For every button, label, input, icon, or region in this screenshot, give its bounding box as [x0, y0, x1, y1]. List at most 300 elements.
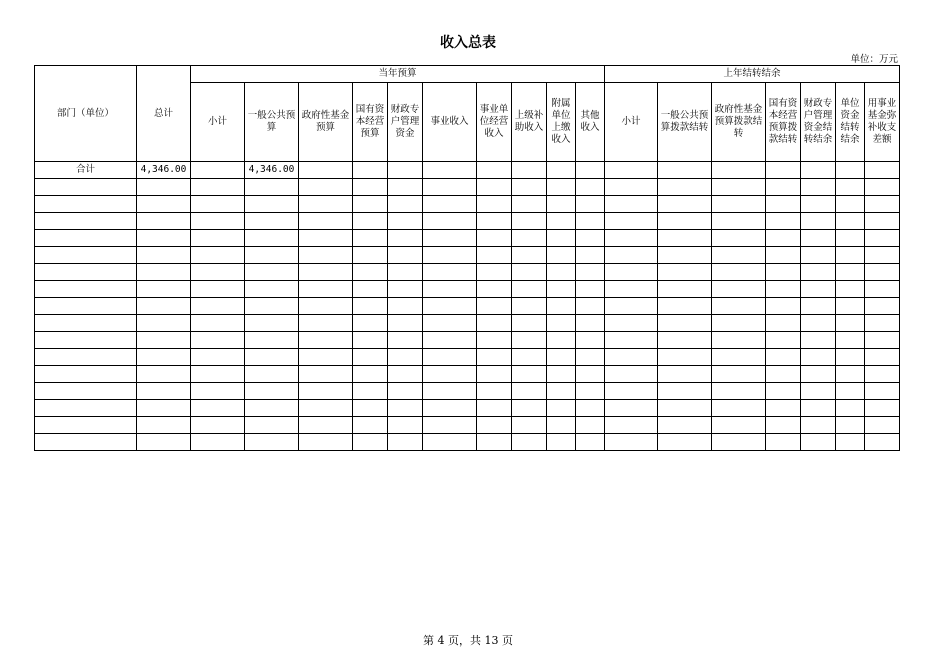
- table-cell: [423, 366, 477, 383]
- table-cell: [547, 366, 576, 383]
- table-cell: [801, 298, 836, 315]
- empty-rows: [35, 179, 900, 451]
- table-cell: [801, 196, 836, 213]
- table-cell: [353, 366, 388, 383]
- table-cell: [712, 281, 766, 298]
- header-cur-special: 财政专户管理资金: [388, 83, 423, 162]
- table-cell: [299, 196, 353, 213]
- table-cell: [353, 417, 388, 434]
- table-cell: [836, 264, 865, 281]
- total-row-label: 合计: [35, 162, 137, 179]
- table-cell: [801, 264, 836, 281]
- table-row: [35, 417, 900, 434]
- table-cell: [712, 213, 766, 230]
- table-cell: [865, 366, 900, 383]
- table-cell: [836, 434, 865, 451]
- table-cell: [865, 434, 900, 451]
- table-cell: [836, 417, 865, 434]
- table-cell: [245, 264, 299, 281]
- total-row-cur-general: 4,346.00: [245, 162, 299, 179]
- table-cell: [712, 162, 766, 179]
- table-cell: [477, 298, 512, 315]
- table-cell: [547, 332, 576, 349]
- table-cell: [423, 332, 477, 349]
- header-pri-state: 国有资本经营预算拨款结转: [766, 83, 801, 162]
- table-cell: [245, 383, 299, 400]
- table-cell: [766, 417, 801, 434]
- table-cell: [137, 298, 191, 315]
- table-cell: [423, 434, 477, 451]
- header-pri-special: 财政专户管理资金结转结余: [801, 83, 836, 162]
- table-cell: [191, 383, 245, 400]
- table-cell: [137, 315, 191, 332]
- table-cell: [299, 213, 353, 230]
- table-cell: [388, 434, 423, 451]
- table-row: [35, 196, 900, 213]
- table-cell: [658, 213, 712, 230]
- table-cell: [576, 179, 605, 196]
- table-cell: [801, 315, 836, 332]
- table-cell: [766, 434, 801, 451]
- table-cell: [512, 298, 547, 315]
- table-cell: [712, 196, 766, 213]
- table-cell: [245, 196, 299, 213]
- table-cell: [576, 298, 605, 315]
- table-cell: [137, 213, 191, 230]
- table-cell: [836, 383, 865, 400]
- table-cell: [605, 366, 658, 383]
- table-cell: [423, 247, 477, 264]
- table-cell: [299, 230, 353, 247]
- table-cell: [388, 213, 423, 230]
- table-cell: [299, 162, 353, 179]
- table-cell: [353, 281, 388, 298]
- table-cell: [137, 332, 191, 349]
- table-cell: [137, 434, 191, 451]
- table-cell: [712, 247, 766, 264]
- table-cell: [512, 179, 547, 196]
- table-cell: [35, 434, 137, 451]
- table-cell: [137, 366, 191, 383]
- table-cell: [512, 383, 547, 400]
- table-cell: [245, 298, 299, 315]
- table-cell: [299, 179, 353, 196]
- table-cell: [353, 162, 388, 179]
- table-cell: [605, 417, 658, 434]
- table-cell: [388, 315, 423, 332]
- table-cell: [191, 281, 245, 298]
- table-cell: [576, 366, 605, 383]
- header-cur-affiliated: 附属单位上缴收入: [547, 83, 576, 162]
- table-cell: [191, 213, 245, 230]
- table-cell: [299, 383, 353, 400]
- group-prior-carryover: 上年结转结余: [605, 66, 900, 83]
- table-cell: [605, 162, 658, 179]
- table-cell: [388, 179, 423, 196]
- table-cell: [658, 247, 712, 264]
- table-cell: [477, 332, 512, 349]
- table-cell: [712, 332, 766, 349]
- table-cell: [865, 281, 900, 298]
- table-cell: [712, 264, 766, 281]
- table-cell: [836, 298, 865, 315]
- table-cell: [658, 196, 712, 213]
- table-cell: [658, 264, 712, 281]
- table-cell: [766, 264, 801, 281]
- table-row: [35, 400, 900, 417]
- table-cell: [35, 281, 137, 298]
- table-cell: [388, 264, 423, 281]
- table-cell: [547, 383, 576, 400]
- table-cell: [245, 400, 299, 417]
- table-cell: [388, 332, 423, 349]
- table-cell: [137, 281, 191, 298]
- table-cell: [712, 315, 766, 332]
- table-cell: [547, 213, 576, 230]
- table-cell: [836, 213, 865, 230]
- table-cell: [512, 332, 547, 349]
- table-cell: [299, 247, 353, 264]
- table-cell: [712, 349, 766, 366]
- total-row: [35, 162, 900, 179]
- table-cell: [605, 400, 658, 417]
- table-cell: [658, 315, 712, 332]
- table-cell: [605, 281, 658, 298]
- table-cell: [865, 349, 900, 366]
- table-cell: [605, 434, 658, 451]
- table-cell: [512, 281, 547, 298]
- table-cell: [576, 281, 605, 298]
- table-cell: [605, 213, 658, 230]
- header-cur-fund: 政府性基金预算: [299, 83, 353, 162]
- table-cell: [865, 179, 900, 196]
- table-cell: [353, 383, 388, 400]
- table-cell: [388, 298, 423, 315]
- table-cell: [512, 247, 547, 264]
- header-total: 总计: [137, 66, 191, 162]
- table-cell: [353, 332, 388, 349]
- table-cell: [245, 332, 299, 349]
- table-cell: [658, 332, 712, 349]
- table-cell: [35, 383, 137, 400]
- table-cell: [865, 230, 900, 247]
- table-cell: [477, 366, 512, 383]
- table-cell: [245, 281, 299, 298]
- table-cell: [245, 315, 299, 332]
- table-cell: [477, 417, 512, 434]
- table-cell: [712, 417, 766, 434]
- header-cur-other: 其他收入: [576, 83, 605, 162]
- table-cell: [191, 434, 245, 451]
- table-cell: [766, 196, 801, 213]
- table-cell: [35, 349, 137, 366]
- table-cell: [605, 332, 658, 349]
- table-cell: [836, 281, 865, 298]
- table-cell: [353, 230, 388, 247]
- table-cell: [245, 349, 299, 366]
- table-cell: [423, 196, 477, 213]
- table-cell: [576, 213, 605, 230]
- table-cell: [512, 417, 547, 434]
- table-cell: [658, 281, 712, 298]
- table-cell: [766, 162, 801, 179]
- table-cell: [477, 315, 512, 332]
- table-cell: [658, 162, 712, 179]
- table-cell: [766, 349, 801, 366]
- table-cell: [423, 417, 477, 434]
- table-cell: [547, 247, 576, 264]
- table-cell: [766, 281, 801, 298]
- table-cell: [547, 298, 576, 315]
- table-cell: [576, 315, 605, 332]
- table-cell: [801, 366, 836, 383]
- table-cell: [388, 281, 423, 298]
- table-row: [35, 179, 900, 196]
- table-cell: [658, 179, 712, 196]
- table-cell: [137, 349, 191, 366]
- table-cell: [245, 230, 299, 247]
- table-cell: [512, 230, 547, 247]
- table-cell: [658, 400, 712, 417]
- table-cell: [477, 196, 512, 213]
- table-cell: [547, 179, 576, 196]
- table-cell: [191, 366, 245, 383]
- table-cell: [576, 332, 605, 349]
- table-cell: [388, 400, 423, 417]
- table-cell: [191, 332, 245, 349]
- table-cell: [353, 179, 388, 196]
- table-cell: [423, 264, 477, 281]
- table-cell: [576, 196, 605, 213]
- table-cell: [191, 298, 245, 315]
- table-cell: [191, 162, 245, 179]
- table-cell: [712, 230, 766, 247]
- table-cell: [801, 349, 836, 366]
- table-cell: [423, 179, 477, 196]
- table-cell: [353, 298, 388, 315]
- table-cell: [801, 434, 836, 451]
- table-cell: [865, 400, 900, 417]
- table-cell: [477, 230, 512, 247]
- table-row: [35, 349, 900, 366]
- table-cell: [766, 298, 801, 315]
- table-cell: [865, 315, 900, 332]
- table-cell: [576, 264, 605, 281]
- header-pri-subtotal: 小计: [605, 83, 658, 162]
- table-cell: [299, 349, 353, 366]
- table-cell: [547, 349, 576, 366]
- table-cell: [547, 162, 576, 179]
- table-cell: [576, 230, 605, 247]
- table-cell: [423, 400, 477, 417]
- table-cell: [245, 434, 299, 451]
- table-cell: [712, 383, 766, 400]
- table-cell: [35, 400, 137, 417]
- table-cell: [865, 417, 900, 434]
- table-cell: [801, 383, 836, 400]
- header-pri-reserve: 用事业基金弥补收支差额: [865, 83, 900, 162]
- table-cell: [245, 366, 299, 383]
- table-cell: [836, 179, 865, 196]
- table-cell: [477, 434, 512, 451]
- table-cell: [299, 281, 353, 298]
- table-cell: [388, 247, 423, 264]
- table-cell: [766, 332, 801, 349]
- table-cell: [512, 213, 547, 230]
- table-cell: [423, 213, 477, 230]
- table-cell: [388, 230, 423, 247]
- table-cell: [801, 400, 836, 417]
- table-cell: [353, 264, 388, 281]
- table-cell: [477, 349, 512, 366]
- table-cell: [712, 298, 766, 315]
- table-cell: [766, 366, 801, 383]
- table-cell: [512, 400, 547, 417]
- table-cell: [477, 400, 512, 417]
- table-cell: [658, 383, 712, 400]
- header-pri-general: 一般公共预算拨款结转: [658, 83, 712, 162]
- table-cell: [605, 179, 658, 196]
- table-cell: [547, 417, 576, 434]
- table-cell: [35, 247, 137, 264]
- table-cell: [191, 247, 245, 264]
- table-row: [35, 213, 900, 230]
- table-cell: [245, 417, 299, 434]
- table-cell: [547, 434, 576, 451]
- table-cell: [423, 162, 477, 179]
- table-cell: [836, 332, 865, 349]
- table-cell: [388, 366, 423, 383]
- table-cell: [137, 417, 191, 434]
- table-row: [35, 247, 900, 264]
- table-cell: [299, 366, 353, 383]
- table-cell: [547, 400, 576, 417]
- table-cell: [801, 213, 836, 230]
- table-cell: [353, 315, 388, 332]
- table-cell: [191, 196, 245, 213]
- table-cell: [658, 417, 712, 434]
- table-cell: [423, 281, 477, 298]
- table-cell: [605, 298, 658, 315]
- table-cell: [35, 264, 137, 281]
- table-cell: [605, 349, 658, 366]
- table-cell: [137, 264, 191, 281]
- unit-label: 单位：万元: [850, 54, 898, 65]
- table-cell: [137, 383, 191, 400]
- table-cell: [512, 349, 547, 366]
- table-cell: [299, 264, 353, 281]
- header-cur-operating: 事业单位经营收入: [477, 83, 512, 162]
- table-cell: [576, 349, 605, 366]
- table-cell: [423, 383, 477, 400]
- table-cell: [35, 417, 137, 434]
- table-cell: [766, 383, 801, 400]
- table-cell: [658, 230, 712, 247]
- table-cell: [423, 315, 477, 332]
- table-cell: [801, 417, 836, 434]
- table-cell: [35, 332, 137, 349]
- table-cell: [865, 247, 900, 264]
- header-cur-subsidy: 上级补助收入: [512, 83, 547, 162]
- table-cell: [299, 298, 353, 315]
- table-cell: [801, 332, 836, 349]
- table-cell: [836, 315, 865, 332]
- table-cell: [35, 230, 137, 247]
- table-cell: [353, 434, 388, 451]
- table-cell: [865, 383, 900, 400]
- table-cell: [35, 315, 137, 332]
- table-cell: [801, 162, 836, 179]
- table-cell: [191, 264, 245, 281]
- table-cell: [712, 400, 766, 417]
- table-cell: [865, 332, 900, 349]
- table-cell: [423, 230, 477, 247]
- header-pri-unit: 单位资金结转结余: [836, 83, 865, 162]
- page-title: 收入总表: [440, 35, 496, 51]
- table-cell: [35, 213, 137, 230]
- table-cell: [576, 434, 605, 451]
- table-row: [35, 264, 900, 281]
- table-cell: [191, 417, 245, 434]
- table-cell: [836, 230, 865, 247]
- table-cell: [353, 247, 388, 264]
- table-cell: [35, 298, 137, 315]
- table-row: [35, 230, 900, 247]
- table-cell: [477, 213, 512, 230]
- table-cell: [658, 349, 712, 366]
- table-cell: [865, 213, 900, 230]
- table-cell: [245, 247, 299, 264]
- table-cell: [299, 434, 353, 451]
- table-cell: [353, 196, 388, 213]
- table-cell: [576, 417, 605, 434]
- table-cell: [477, 281, 512, 298]
- table-cell: [605, 315, 658, 332]
- table-cell: [836, 366, 865, 383]
- table-cell: [512, 264, 547, 281]
- table-cell: [836, 400, 865, 417]
- table-cell: [576, 247, 605, 264]
- table-cell: [766, 247, 801, 264]
- table-row: [35, 383, 900, 400]
- table-cell: [137, 230, 191, 247]
- table-cell: [658, 298, 712, 315]
- table-cell: [477, 264, 512, 281]
- table-cell: [766, 400, 801, 417]
- table-cell: [137, 196, 191, 213]
- table-cell: [605, 264, 658, 281]
- table-cell: [191, 315, 245, 332]
- table-cell: [605, 383, 658, 400]
- table-cell: [547, 230, 576, 247]
- table-row: [35, 332, 900, 349]
- table-cell: [512, 162, 547, 179]
- income-summary-table: [34, 65, 900, 451]
- table-cell: [865, 162, 900, 179]
- table-cell: [512, 196, 547, 213]
- table-cell: [547, 281, 576, 298]
- table-cell: [477, 383, 512, 400]
- table-row: [35, 281, 900, 298]
- table-cell: [299, 400, 353, 417]
- table-cell: [245, 213, 299, 230]
- table-cell: [388, 383, 423, 400]
- table-cell: [353, 400, 388, 417]
- table-cell: [712, 434, 766, 451]
- table-cell: [547, 264, 576, 281]
- table-cell: [576, 400, 605, 417]
- table-cell: [137, 179, 191, 196]
